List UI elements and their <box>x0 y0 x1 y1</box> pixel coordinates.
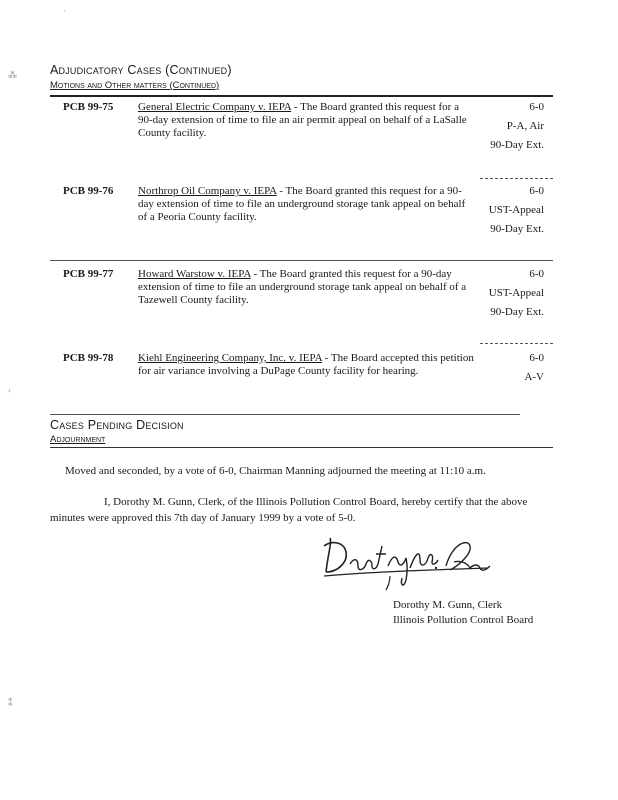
section-heading-adjudicatory: Adjudicatory Cases (Continued) <box>50 63 232 77</box>
case-type: P-A, Air <box>506 120 544 132</box>
heading-rule-top <box>50 95 553 97</box>
case-text: - The Board accepted this petition for air variance involving a DuPage County facility for hearing. <box>138 352 474 377</box>
case-entry <box>50 101 550 171</box>
heading-rule-adjournment <box>50 447 553 448</box>
case-number: PCB 99-77 <box>63 268 114 280</box>
case-number: PCB 99-75 <box>63 101 114 113</box>
case-type-2 <box>464 390 544 409</box>
case-separator <box>50 260 553 261</box>
case-separator <box>480 343 553 344</box>
case-entry <box>50 185 550 255</box>
certification-text: I, Dorothy M. Gunn, Clerk, of the Illinois Pollution Control Board, hereby certify that the above minutes were approved this 7th day of January 1999 by a vote of 5-0. <box>50 496 528 524</box>
case-number: PCB 99-76 <box>63 185 114 197</box>
signature-organization: Illinois Pollution Control Board <box>393 614 534 626</box>
case-number: PCB 99-78 <box>63 352 114 364</box>
case-type-2: 90-Day Ext. <box>490 306 544 318</box>
certification-paragraph <box>50 494 550 526</box>
case-entry <box>50 352 550 412</box>
case-title: Northrop Oil Company v. IEPA <box>138 185 277 197</box>
case-vote: 6-0 <box>529 185 544 197</box>
case-type-2: 90-Day Ext. <box>490 139 544 151</box>
case-entry <box>50 268 550 338</box>
case-type-2: 90-Day Ext. <box>490 223 544 235</box>
case-vote-block <box>464 101 544 158</box>
case-type: UST-Appeal <box>488 204 544 216</box>
case-separator <box>480 178 553 179</box>
subheading-motions: Motions and Other matters (Continued) <box>50 80 220 91</box>
case-description <box>138 268 474 307</box>
case-title: General Electric Company v. IEPA <box>138 101 292 113</box>
case-vote-block <box>464 268 544 325</box>
case-vote-block <box>464 352 544 409</box>
adjournment-paragraph: Moved and seconded, by a vote of 6-0, Chairman Manning adjourned the meeting at 11:10 a.m. <box>65 465 486 477</box>
section-divider <box>50 414 520 415</box>
scan-mark-left-2: ‹ <box>8 385 11 395</box>
section-heading-pending: Cases Pending Decision <box>50 418 184 432</box>
scan-mark-left-1: ⁂ <box>8 70 17 80</box>
case-text: - The Board granted this request for a 90-day extension of time to file an underground storage tank appeal on behalf of a Tazewell County facility. <box>138 268 467 306</box>
scan-mark-left-3: ⁑ <box>8 698 13 708</box>
case-text: - The Board granted this request for a 90-day extension of time to file an underground storage tank appeal on behalf of a Peoria County facility. <box>138 185 466 223</box>
subheading-adjournment: Adjournment <box>50 434 106 445</box>
case-title: Howard Warstow v. IEPA <box>138 268 251 280</box>
case-vote: 6-0 <box>529 268 544 280</box>
case-type: A-V <box>524 371 544 383</box>
case-text: - The Board granted this request for a 90-day extension of time to file an air permit appeal on behalf of a LaSalle County facility. <box>138 101 467 139</box>
case-description <box>138 185 474 224</box>
signature-image <box>318 532 498 594</box>
case-type: UST-Appeal <box>488 287 544 299</box>
case-vote-block <box>464 185 544 242</box>
case-vote: 6-0 <box>529 101 544 113</box>
case-description <box>138 101 474 140</box>
case-title: Kiehl Engineering Company, Inc. v. IEPA <box>138 352 322 364</box>
scan-mark-top: · <box>63 6 66 16</box>
case-vote: 6-0 <box>529 352 544 364</box>
case-description <box>138 352 474 378</box>
signature-name: Dorothy M. Gunn, Clerk <box>393 599 503 611</box>
